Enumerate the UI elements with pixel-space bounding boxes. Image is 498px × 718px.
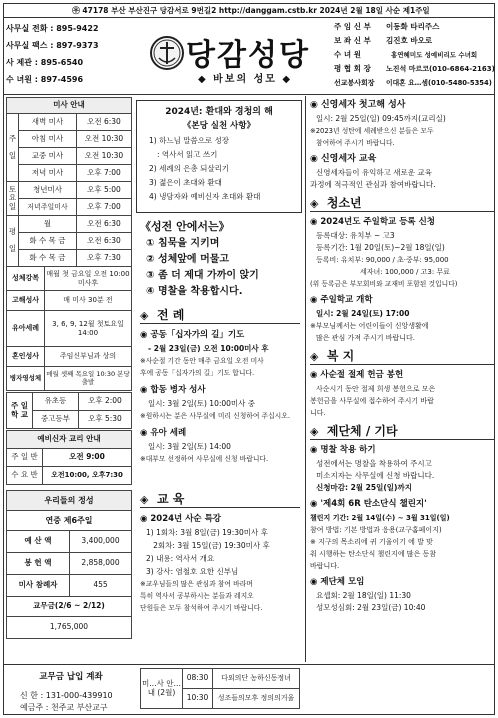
theme-title: 2024년: 환대와 경청의 해 (165, 107, 273, 117)
page-title: 당감성당 (186, 38, 310, 73)
account-line: 신 한 : 131-000-439910 (20, 691, 113, 700)
edu-header: ◈ 교 육 (140, 490, 300, 508)
offering-table: 우리들의 정성 연중 제6주일 예 산 액 3,400,000 봉 헌 액 2,858,000 미사 참례자 455 교무금(2/6 ~ 2/12) 1,765,000 (6, 490, 132, 639)
contact-row: 사무실 팩스 : 897-9373 (6, 41, 99, 50)
account-line: 예금주 : 천주교 부산교구 (20, 703, 108, 712)
holy-item: ② 성체앞에 머물고 (146, 254, 230, 265)
schedule-table: 미…사 안…내 (2월) 08:30 다외의단 농하신동정녀 10:30 성조들의모후 정의의거울 (140, 668, 300, 709)
contact-row: 사 제관 : 895-6540 (6, 58, 84, 67)
sacrament-table: 성체강복 매월 첫 금요일 오전 10:00 미사후 고해성사 매 미사 30분 전 유아세례 3, 6, 9, 12월 첫토요일 14:00 혼인성사 주임신부님과 상의 병자영성체 매월 셋째 목요일 10:30 본당 출발 (6, 266, 132, 391)
liturgy-header: ◈ 전 례 (140, 306, 300, 324)
contact-box (6, 20, 130, 92)
catechism-table: 예비신자 교리 안내 주 일 반 오전 9:00 수 요 반 오전10:00, 오후7:30 (6, 430, 132, 485)
theme-item: : 역사서 읽고 쓰기 (157, 150, 218, 159)
staff-row: 보 좌 신 부 김진호 바오로 (334, 36, 433, 45)
contact-row: 수 녀원 : 897-4596 (6, 75, 84, 84)
contact-row: 사무실 전화 : 895-9422 (6, 24, 99, 33)
welfare-header: ◈ 복 지 (310, 347, 494, 365)
account-label: 교무금 납입 계좌 (39, 672, 103, 682)
mass-header: 미사 안내 (7, 98, 132, 114)
diamond-icon: ◈ (310, 350, 319, 363)
staff-row: 평 협 회 장 노진석 마르코(010-6864-2163) (334, 64, 495, 73)
column-divider (305, 96, 306, 662)
diamond-icon: ◈ (140, 309, 149, 322)
holy-item: ④ 명찰을 착용합시다. (146, 286, 243, 297)
theme-item: 2) 세례의 은총 되살리기 (149, 164, 230, 173)
diamond-icon: ◈ (310, 425, 319, 438)
theme-item: 4) 냉담자와 예비신자 초대와 환대 (149, 192, 261, 201)
sunday-school-table: 주 일 학 교 유초등 오후 2:00 중고등부 오후 5:30 (6, 392, 132, 429)
header-divider (4, 94, 494, 95)
top-info-line: ㉾ 47178 부산 부산진구 당감서로 9번길2 http://danggam.cstb.kr 2024년 2월 18일 사순 제1주일 (72, 6, 430, 15)
theme-box (136, 100, 302, 213)
staff-row: 수 녀 원 홍연혜미도 성예비리도 수녀회 (334, 50, 478, 59)
diamond-icon: ◈ (310, 197, 319, 210)
holy-title: 《성전 안에서는》 (140, 220, 230, 233)
staff-box (334, 20, 494, 92)
holy-box (140, 218, 302, 302)
bottom-divider (4, 664, 494, 665)
liturgy-section: ◉ 공동「십자가의 길」기도 - 2월 23일(금) 오전 10:00미사 후 ※사순절 기간 동안 매주 금요일 오전 미사 후에 공동「십자가의 길」기도 합니다. ◉ 합동 병자 성사 일시: 3월 2일(토) 10:00미사 중 ※원하시는 분은 사무실에 미리 신청하여 주십시오. ◉ 유아 세례 일시: 3월 2일(토) 14:00 ※대부모 선정하여 사무실에 신청 바랍니다. (140, 330, 290, 463)
mass-table: 미사 안내 주 일 새벽 미사 오전 6:30 아침 미사 오전 10:30 교중 미사 오전 10:30 저녁 미사 오후 7:00 토 요 일 청년미사 오후 5:00 저녁주일미사 오후 7:00 평 일 월 오전 6:30 화 수 목 금 오전 6:30 화 수 목 금 오후 7:30 (6, 97, 132, 267)
theme-item: 3) 젊은이 초대와 환대 (149, 178, 222, 187)
edu-section: ◉ 2024년 사순 특강 1) 1회차: 3월 8일(금) 19:30미사 후 2회차: 3월 15일(금) 19:30미사 후 2) 내용: 역사서 개요 3) 강사: 염철호 요한 신부님 ※교우님들의 많은 관심과 참여 바라며 특히 역사서 공부하시는 분들과 레지오 단원들은 모두 참석하여 주시기 바랍니다. (140, 514, 270, 612)
parish-logo-icon (150, 36, 184, 70)
holy-item: ① 침묵을 지키며 (146, 238, 220, 249)
youth-header: ◈ 청소년 (310, 194, 494, 212)
holy-item: ③ 좀 더 제대 가까이 앉기 (146, 270, 259, 281)
theme-sub: 《본당 실천 사항》 (182, 121, 256, 131)
right-column: ◉ 신영세자 첫고해 성사 일시: 2월 25일(일) 09:45까지(교리실) ※2023년 성탄에 세례받으신 분들은 모두 참여하여 주시기 바랍니다. ◉ 신영세자 교육 신영세자들이 유익하고 새로운 교육 과정에 적극적인 관심과 참여바랍니다. ◈ 청소년 ◉ 2024년도 주일학교 등록 신청 등록대상: 유치부 ~ 고3 등록기간: 1월 20일(토)~2월 18일(일) 등록비: 유치부: 90,000 / 초·중부: 95,000 세자녀: 100,000 / 고3: 무료 (위 등록금은 부모회비와 교재비 포함된 것입니다) ◉ 주일학교 개학 일시: 2월 24일(토) 17:00 ※부모님께서는 어린이들이 신앙생활에 많은 관심 가져 주시기 바랍니다. ◈ 복 지 ◉ 사순절 절제 헌금 봉헌 사순시기 동안 절제 희생 봉헌으로 모은 봉헌금을 사무실에 접수하여 주시기 바랍 니다. ◈ 제단체 / 기타 ◉ 명찰 착용 하기 성전에서는 명찰을 착용하여 주시고 미소지자는 사무실에 신청 바랍니다. 신청마감: 2월 25일(일)까지 ◉ '제4회 6R 탄소단식 챌린지' 챌린지 기간: 2월 14일(수) ~ 3월 31일(일) 참여 방법: 기본 방법과 응용(교구홈페이지) ※ 지구의 목소리에 귀 기울이기 에 발 맞 춰 시행하는 탄소단식 챌린지에 많은 동참 바랍니다. ◉ 제단체 모임 요셉회: 2월 18일(일) 11:30 성모성심회: 2월 23일(금) 10:40 (310, 98, 494, 614)
diamond-icon: ◈ (140, 493, 149, 506)
subtitle: ◆ 바보의 성모 ◆ (198, 74, 293, 85)
staff-row: 선교봉사회장 이대혼 요…셈(010-5480-5354) (334, 79, 492, 87)
theme-item: 1) 하느님 말씀으로 성장 (149, 136, 230, 145)
misc-header: ◈ 제단체 / 기타 (310, 422, 494, 440)
staff-row: 주 임 신 부 이동화 타리주스 (334, 22, 440, 31)
top-divider (4, 17, 494, 18)
